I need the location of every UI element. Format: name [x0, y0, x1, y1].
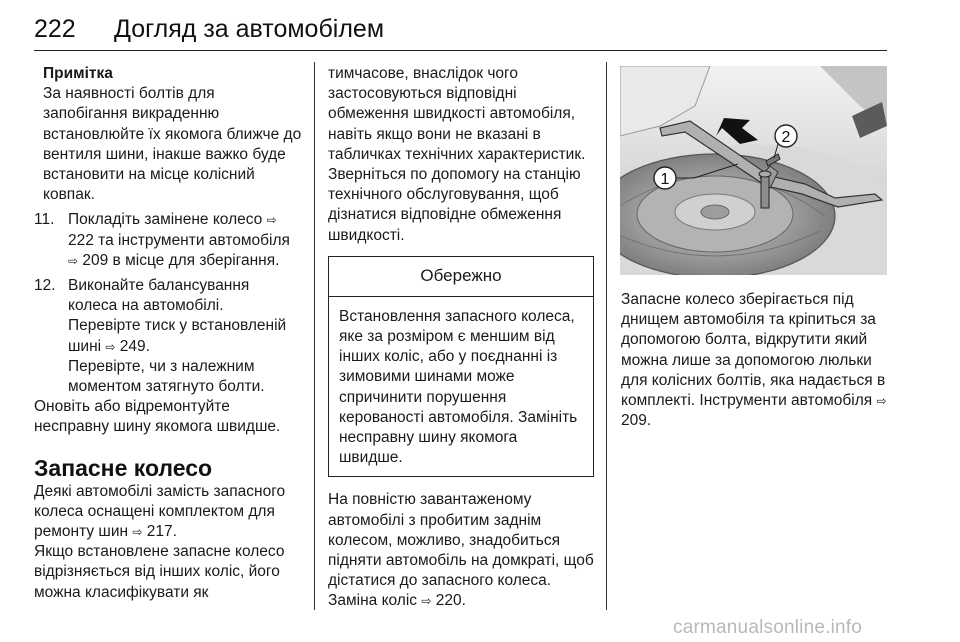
column-1: [34, 64, 302, 603]
item-subtext: Перевірте тиск у встановленій шині ⇨ 249.: [68, 317, 287, 355]
page-ref-arrow-icon: ⇨: [68, 253, 79, 268]
item-text: Покладіть замінене колесо ⇨ 222 та інструменти автомобіля ⇨ 209 в місце для зберігання.: [68, 211, 290, 269]
paragraph: тимчасове, внаслідок чого застосовуються відповідні обмеження швидкості автомобіля, навіть якщо вони не вказані в табличках технічних характеристик. Зверніться по допомогу на станцію технічного обслуговування, щоб дізнатися відповідне обмеження швидкості.: [328, 65, 586, 244]
caution-box: [328, 256, 594, 478]
paragraph: На повністю завантаженому автомобілі з пробитим заднім колесом, можливо, знадобиться підняти автомобіль на домкраті, щоб дістатися до запасного колеса.: [328, 491, 594, 590]
page-ref-link[interactable]: 209: [621, 412, 647, 430]
list-item-12: [34, 276, 302, 397]
page-ref-link[interactable]: 222: [68, 231, 94, 249]
page-ref-link[interactable]: 249: [119, 337, 146, 355]
caution-text: Встановлення запасного колеса, яке за розміром є меншим від інших коліс, або у поєднанні із зимовими шинами може спричинити порушення керованості автомобіля. Замініть несправну шину якомога швидше.: [339, 307, 578, 467]
paragraph: Заміна коліс ⇨ 220.: [328, 592, 466, 610]
page-ref-link[interactable]: 220: [435, 592, 462, 610]
item-number: 11.: [34, 211, 55, 229]
header-rule: [34, 50, 887, 51]
page-ref-arrow-icon: ⇨: [876, 394, 887, 409]
page-number: 222: [34, 15, 76, 43]
page-ref-link[interactable]: 209: [82, 251, 109, 269]
paragraph: Якщо встановлене запасне колесо відрізняється від інших коліс, його можна класифікувати як: [34, 543, 285, 601]
column-divider-2: [606, 62, 607, 610]
page-ref-link[interactable]: 217: [146, 523, 173, 541]
item-subtext: Перевірте, чи з належним моментом затягнуто болти.: [68, 357, 265, 396]
page-ref-arrow-icon: ⇨: [132, 525, 143, 540]
column-2: [328, 64, 594, 612]
callout-2: 2: [781, 129, 791, 146]
section-heading: Запасне колесо: [34, 454, 213, 481]
chapter-title: Догляд за автомобілем: [114, 15, 385, 43]
callout-1: 1: [660, 171, 670, 188]
note-text: За наявності болтів для запобігання викраденню встановлюйте їх якомога ближче до вентиля шини, інакше важко буде встановити на місце колісний ковпак.: [43, 85, 302, 204]
note-title: Примітка: [43, 65, 113, 82]
column-3: [621, 290, 891, 431]
item-text: Виконайте балансування колеса на автомобілі.: [68, 277, 250, 315]
paragraph: Оновіть або відремонтуйте несправну шину якомога швидше.: [34, 398, 281, 436]
item-number: 12.: [34, 277, 56, 295]
paragraph: Деякі автомобілі замість запасного колеса оснащені комплектом для ремонту шин ⇨ 217.: [34, 482, 286, 541]
page-ref-arrow-icon: ⇨: [421, 594, 432, 609]
page-ref-arrow-icon: ⇨: [266, 213, 277, 228]
watermark: carmanualsonline.info: [673, 617, 863, 638]
list-item-11: [34, 210, 302, 271]
caution-title: Обережно: [329, 257, 593, 297]
page-ref-arrow-icon: ⇨: [105, 339, 116, 354]
figure-caption: Запасне колесо зберігається під днищем автомобіля та кріпиться за допомогою болта, відкрутити який можна лише за допомогою люльки для колісних болтів, яка надається в комплекті. Інструменти автомобіля ⇨ 209.: [621, 291, 887, 430]
spare-wheel-illustration: [620, 66, 887, 275]
column-divider-1: [314, 62, 315, 610]
